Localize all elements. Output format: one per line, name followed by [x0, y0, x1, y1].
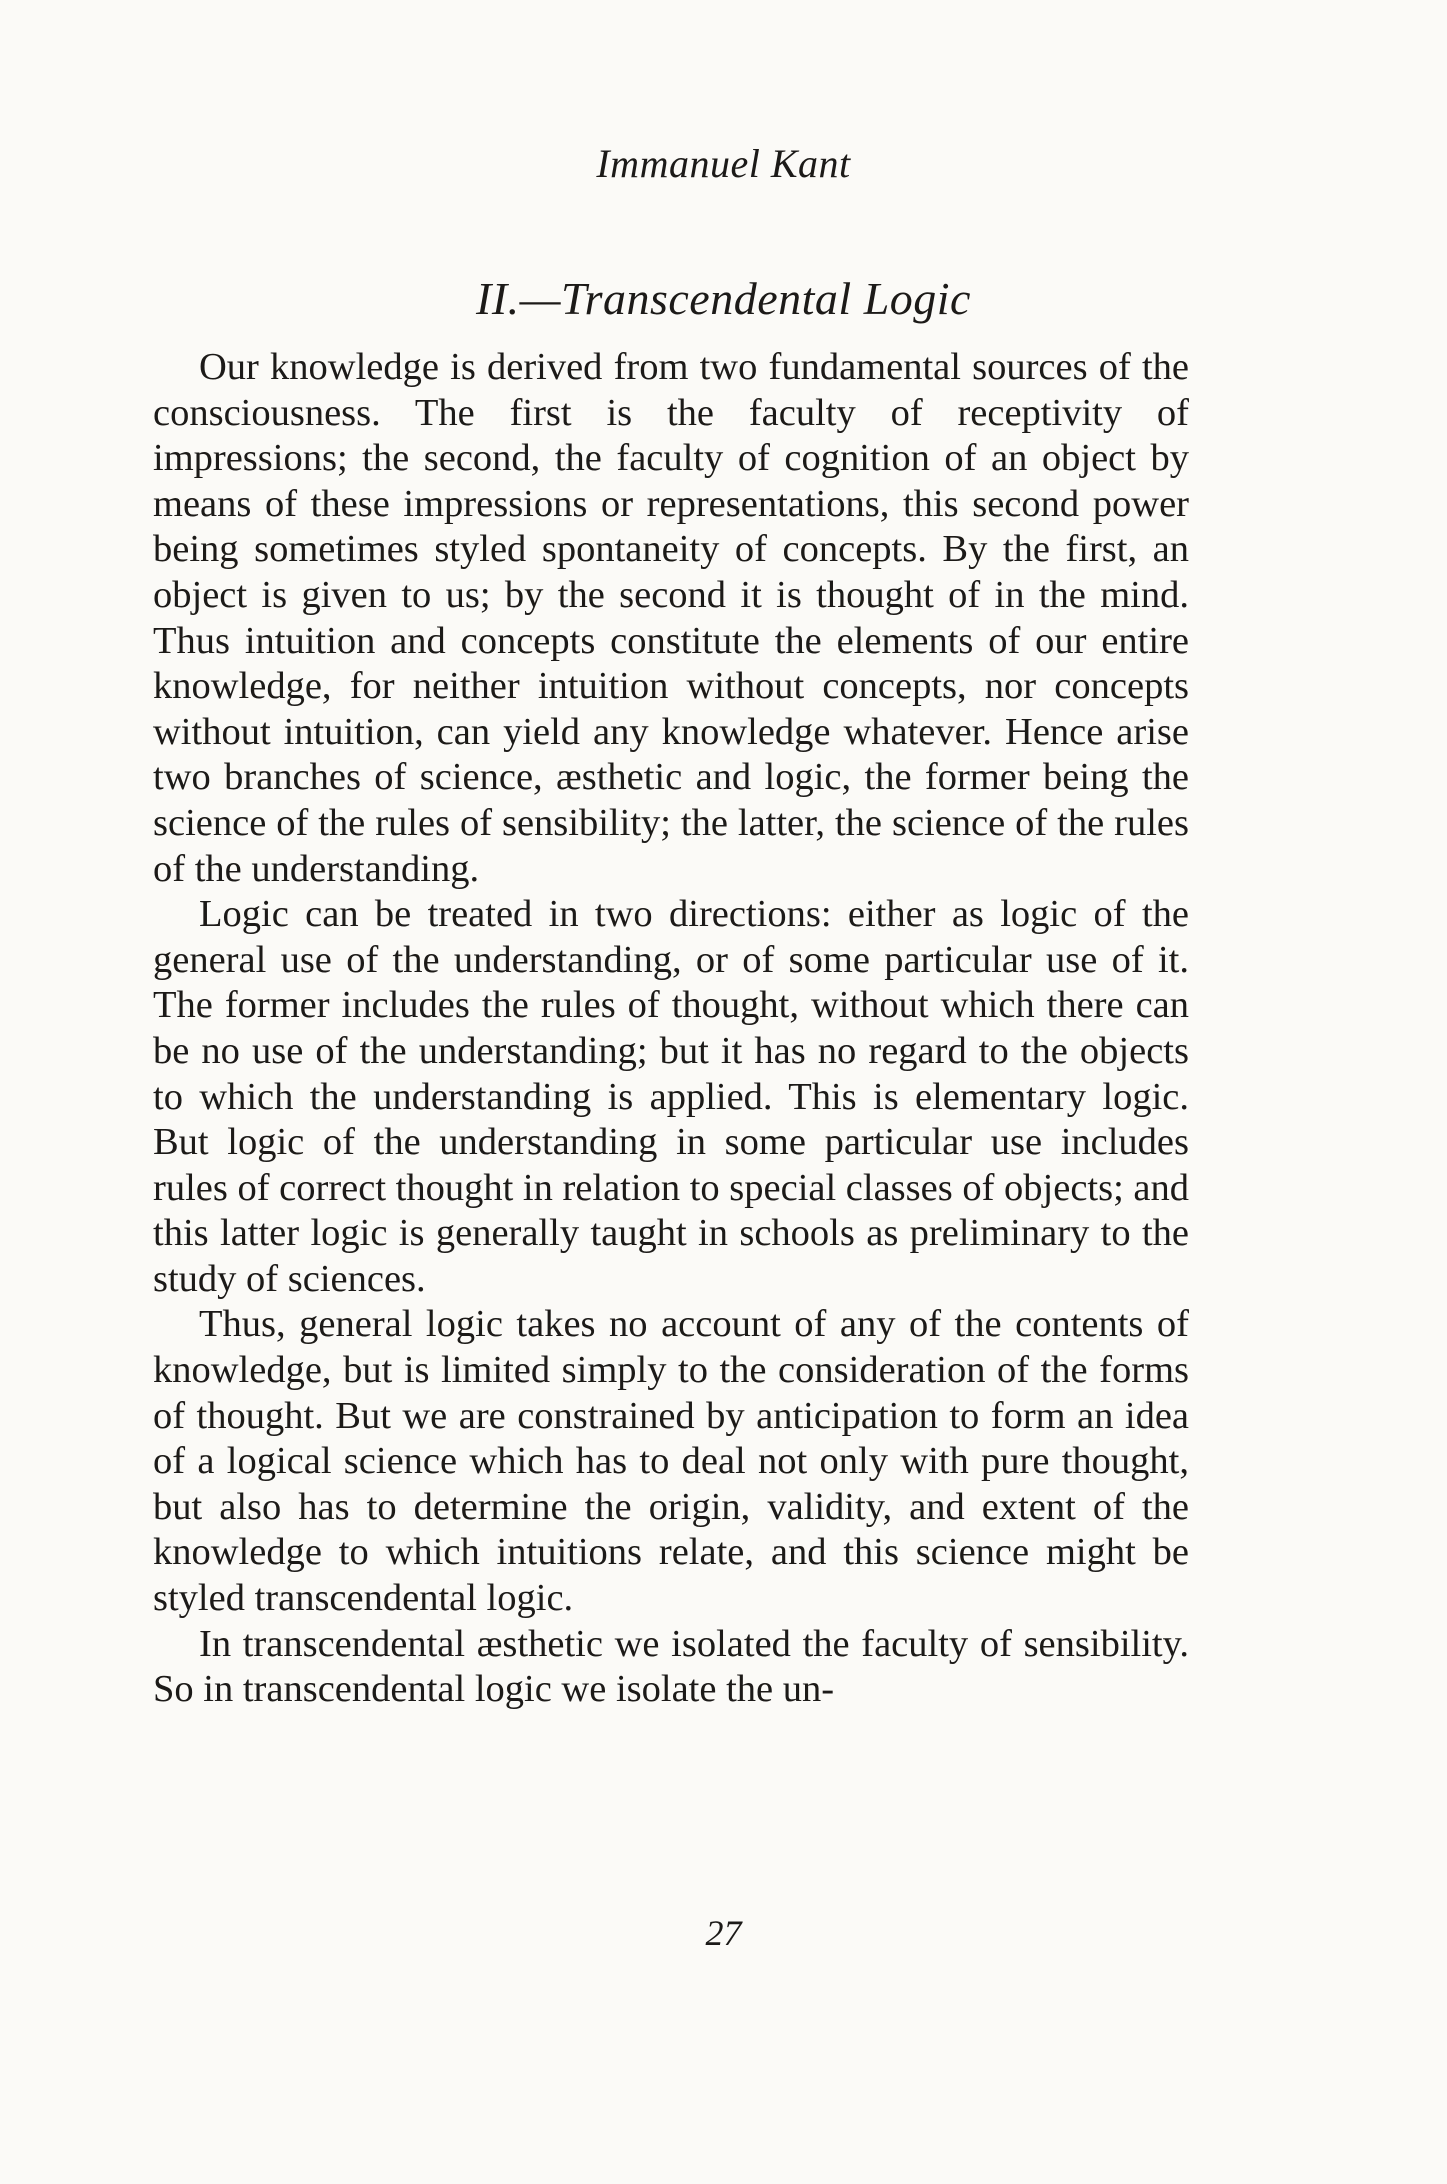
page-number: 27 [705, 1913, 742, 1953]
paragraph-2: Logic can be treated in two directions: either as logic of the general use of the understanding, or of some particular use of it. The former includes the rules of thought, without which there can be no use of the understanding; but it has no regard to the objects to which the understanding is applied. This is elementary logic. But logic of the understanding in some particular use includes rules of correct thought in relation to special classes of objects; and this latter logic is generally taught in schools as preliminary to the study of sciences. [153, 893, 1189, 1300]
running-head: Immanuel Kant [596, 141, 851, 186]
paragraph-3: Thus, general logic takes no account of any of the contents of knowledge, but is limited simply to the consideration of the forms of thought. But we are constrained by anticipation to form an idea of a logical science which has to deal not only with pure thought, but also has to determine the origin, validity, and extent of the knowledge to which intuitions relate, and this science might be styled transcendental logic. [153, 1303, 1189, 1620]
paragraph-4: In transcendental æsthetic we isolated the faculty of sensibility. So in transcendental logic we isolate the un- [153, 1622, 1189, 1711]
body-text [153, 345, 1189, 1713]
paragraph-1: Our knowledge is derived from two fundamental sources of the consciousness. The first is the faculty of receptivity of impressions; the second, the faculty of cognition of an object by means of these impressions or representations, this second power being sometimes styled spontaneity of concepts. By the first, an object is given to us; by the second it is thought of in the mind. Thus intuition and concepts constitute the elements of our entire knowledge, for neither intuition without concepts, nor concepts without intuition, can yield any knowledge whatever. Hence arise two branches of science, æsthetic and logic, the former being the science of the rules of sensibility; the latter, the science of the rules of the understanding. [153, 346, 1189, 890]
section-title: II.—Transcendental Logic [476, 273, 971, 324]
